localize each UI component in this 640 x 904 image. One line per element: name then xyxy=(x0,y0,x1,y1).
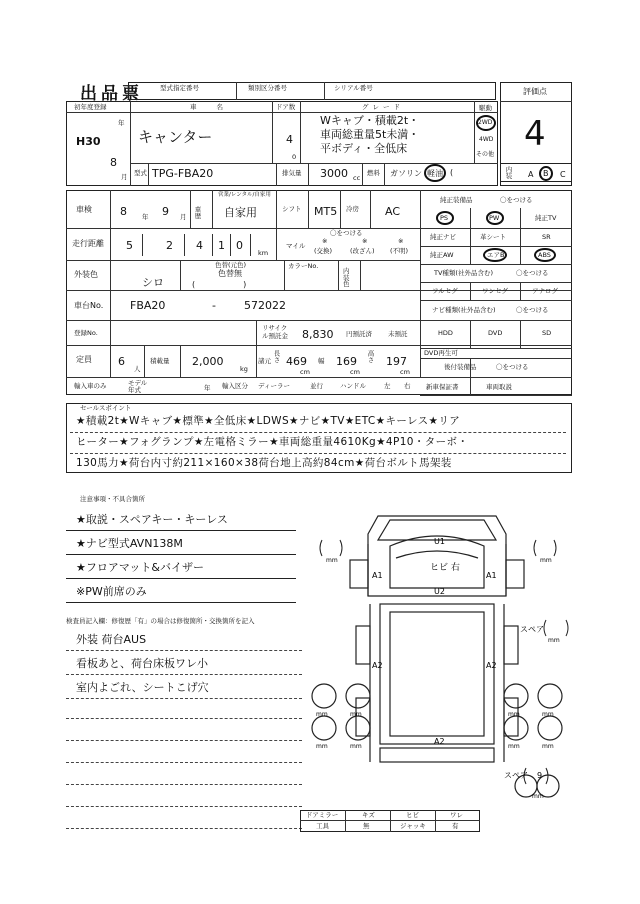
grade-line-2: 車両総重量5t未満・ xyxy=(320,128,420,141)
page-title: 出品票 xyxy=(80,84,143,104)
meter-tamper: (改ざん) xyxy=(350,247,375,255)
interior-color-label: 内装色 xyxy=(343,267,350,288)
spare-label: スペア xyxy=(520,625,544,634)
mileage-digit: 0 xyxy=(236,239,243,252)
legend-value: ジャッキ xyxy=(400,822,426,830)
accessories-hint: 〇をつける xyxy=(496,363,529,371)
mm-label: mm xyxy=(316,743,328,750)
import-label: 輸入車のみ xyxy=(74,382,107,390)
color-paren: ( ) xyxy=(192,280,247,289)
interior-b: B xyxy=(543,169,549,178)
width: 169 xyxy=(336,355,357,368)
new-car-warranty: 新車保証書 xyxy=(426,383,459,391)
drive-label: 駆動 xyxy=(479,104,492,112)
drive-4wd: 4WD xyxy=(479,136,494,143)
mm-label: mm xyxy=(540,557,552,564)
mileage-label: 走行距離 xyxy=(72,239,104,248)
sales-point-line: ★積載2t★Wキャブ★標準★全低床★LDWS★ナビ★TV★ETC★キーレス★リア xyxy=(76,415,461,427)
inspector-line: 室内よごれ、シートこげ穴 xyxy=(76,681,209,694)
truck-diagram xyxy=(300,500,580,800)
legend-header: ドアミラー xyxy=(306,811,339,819)
mileage-digits xyxy=(116,230,270,258)
length-unit: cm xyxy=(300,368,310,376)
meter-tamper-mark: ※ xyxy=(362,237,368,245)
equip-tv: 純正TV xyxy=(535,214,557,222)
color-changed: 色替無 xyxy=(218,269,242,278)
chassis-dash: - xyxy=(212,299,216,312)
class-label: 類別区分番号 xyxy=(248,84,287,92)
load-label: 積載量 xyxy=(150,357,170,365)
meter-unknown-mark: ※ xyxy=(398,237,404,245)
fuel-gasoline: ガソリン xyxy=(390,169,422,178)
equip-leather: 革シート xyxy=(480,233,506,241)
drive-2wd: 2WD xyxy=(478,119,493,126)
legend-header: キズ xyxy=(362,811,375,819)
accessories-label: 後付装備品 xyxy=(444,363,477,371)
equipment-hint: 〇をつける xyxy=(500,196,533,204)
capacity-label: 定員 xyxy=(76,355,92,364)
meter-swap: (交換) xyxy=(314,247,333,255)
navi-type-label: ナビ種類(社外品含む) xyxy=(432,306,496,314)
u2-label: U2 xyxy=(434,587,445,596)
recycle-not-deposited: 未預託 xyxy=(388,330,408,338)
sales-point-line: ヒーター★フォグランプ★左電格ミラー★車両総重量4610Kg★4P10・ターボ・ xyxy=(76,436,469,448)
inspection-year-unit: 年 xyxy=(142,213,149,221)
model-code: TPG-FBA20 xyxy=(152,167,214,180)
mm-label: mm xyxy=(508,743,520,750)
fuel-label: 燃料 xyxy=(367,169,380,177)
width-label: 幅 xyxy=(318,357,325,365)
mm-label: mm xyxy=(316,711,328,718)
displacement-unit: cc xyxy=(353,174,361,182)
import-dealer: ディーラー xyxy=(258,382,290,390)
shift-label: シフト xyxy=(282,205,302,213)
chassis-prefix: FBA20 xyxy=(130,299,166,312)
mile-label: マイル xyxy=(286,242,306,250)
note-line: ※PW前席のみ xyxy=(76,585,147,598)
inspector-line: 看板あと、荷台床板ワレ小 xyxy=(76,657,208,670)
meter-unknown: (不明) xyxy=(390,247,409,255)
height-label: 高さ xyxy=(366,350,375,363)
height: 197 xyxy=(386,355,407,368)
grade-line-3: 平ボディ・全低床 xyxy=(320,142,408,155)
legend-value: 工具 xyxy=(316,822,329,830)
handle-right: 右 xyxy=(404,382,411,390)
note-line: ★ナビ型式AVN138M xyxy=(76,537,183,550)
mm-label: mm xyxy=(350,711,362,718)
use-history: 自家用 xyxy=(224,206,257,219)
drive-other: その他 xyxy=(476,151,495,158)
tv-one-seg: ワンセグ xyxy=(482,287,508,295)
fuel-diesel: 軽油 xyxy=(427,169,443,178)
length: 469 xyxy=(286,355,307,368)
tv-full-seg: フルセグ xyxy=(432,287,458,295)
a2-right-label: A2 xyxy=(486,661,497,670)
handle-label: ハンドル xyxy=(340,382,366,390)
fuel-paren: ( xyxy=(450,168,454,177)
note-line: ★取説・スペアキー・キーレス xyxy=(76,513,228,526)
a2-bottom-label: A2 xyxy=(434,737,445,746)
month-unit: 月 xyxy=(121,173,128,181)
navi-dvd: DVD xyxy=(488,329,503,337)
equip-navi: 純正ナビ xyxy=(430,233,456,241)
import-class-label: 輸入区分 xyxy=(222,382,248,390)
meter-swap-mark: ※ xyxy=(322,237,328,245)
car-name: キャンター xyxy=(138,128,213,146)
sales-point-line: 130馬力★荷台内寸約211×160×38荷台地上高約84cm★荷台ボルト馬架装 xyxy=(76,457,452,469)
equip-ps: PS xyxy=(440,214,449,222)
first-reg-era: H30 xyxy=(76,135,101,148)
use-history-label: 車歴 xyxy=(193,206,202,219)
tv-analog: アナログ xyxy=(532,287,558,295)
mm-label: mm xyxy=(350,743,362,750)
spare-value: 9 xyxy=(537,771,543,780)
inspection-month-unit: 月 xyxy=(180,213,187,221)
navi-type-hint: 〇をつける xyxy=(516,306,549,314)
air-conditioning: AC xyxy=(385,205,401,218)
navi-hdd: HDD xyxy=(438,329,453,337)
a1-right-label: A1 xyxy=(486,571,497,580)
legend-value: 無 xyxy=(363,822,370,830)
color-code-label: カラーNo. xyxy=(288,262,319,270)
mileage-unit: km xyxy=(258,249,269,257)
exterior-color-label: 外装色 xyxy=(74,270,98,279)
navi-sd: SD xyxy=(542,329,552,337)
tv-type-hint: 〇をつける xyxy=(516,269,549,277)
grade-label: 評価点 xyxy=(523,87,547,96)
dvd-playable: DVD再生可 xyxy=(424,349,458,357)
spare-label-bottom: スペア xyxy=(504,771,528,780)
inspector-line: 外装 荷台AUS xyxy=(76,633,147,646)
interior-c: C xyxy=(560,170,566,179)
displacement: 3000 xyxy=(320,167,348,180)
equip-sr: SR xyxy=(542,233,551,241)
year-unit: 年 xyxy=(118,119,125,127)
interior-a: A xyxy=(528,170,534,179)
mileage-digit: 1 xyxy=(218,239,225,252)
height-unit: cm xyxy=(400,368,410,376)
orig-color-label: 色替(元色) xyxy=(215,261,247,269)
equip-aw: 純正AW xyxy=(430,251,454,259)
door-sub: 0 xyxy=(292,153,297,161)
chassis-number: 572022 xyxy=(244,299,286,312)
door-count: 4 xyxy=(286,133,293,146)
ac-label: 冷房 xyxy=(346,205,359,213)
equip-abs: ABS xyxy=(538,251,551,259)
a1-left-label: A1 xyxy=(372,571,383,580)
exterior-color: シロ xyxy=(142,276,164,289)
first-reg-label: 初年度登録 xyxy=(74,103,107,111)
inspection-label: 車検 xyxy=(76,205,92,214)
load-unit: kg xyxy=(240,365,248,373)
shift: MT5 xyxy=(314,205,338,218)
a2-left-label: A2 xyxy=(372,661,383,670)
chassis-label: 車台No. xyxy=(74,301,104,310)
recycle-unit: 円預託済 xyxy=(346,330,372,338)
capacity: 6 xyxy=(118,355,125,368)
interior-label: 内装 xyxy=(504,166,513,179)
handle-left: 左 xyxy=(384,382,391,390)
grade-value: 4 xyxy=(524,114,546,154)
model-year-label: モデル年式 xyxy=(128,379,148,395)
legend-header: ヒビ xyxy=(406,811,419,819)
doors-label: ドア数 xyxy=(276,103,296,111)
displacement-label: 排気量 xyxy=(282,169,302,177)
legend-value: 有 xyxy=(452,822,459,830)
model-cert-label: 型式指定番号 xyxy=(160,84,199,92)
recycle-label: リサイクル預託金 xyxy=(262,324,288,340)
inspection-year: 8 xyxy=(120,205,127,218)
meter-hint: 〇をつける xyxy=(330,229,363,237)
note-line: ★フロアマット&バイザー xyxy=(76,561,204,574)
sales-points-label: セールスポイント xyxy=(80,404,132,412)
length-label: 長さ xyxy=(272,350,281,363)
use-history-header: 営業/レンタル/自家用 xyxy=(218,192,271,198)
mileage-digit: 5 xyxy=(126,239,133,252)
load: 2,000 xyxy=(192,355,224,368)
mm-label: mm xyxy=(532,793,544,800)
mm-label: mm xyxy=(542,743,554,750)
owner-manual: 車両取説 xyxy=(486,383,512,391)
grade-line-1: Wキャブ・積載2t・ xyxy=(320,114,420,127)
width-unit: cm xyxy=(350,368,360,376)
mm-label: mm xyxy=(508,711,520,718)
model-label: 型式 xyxy=(134,169,147,177)
dims-label: 諸元 xyxy=(258,357,271,365)
recycle-amount: 8,830 xyxy=(302,328,334,341)
grade-col-label: グレード xyxy=(362,103,404,111)
capacity-unit: 人 xyxy=(134,365,141,373)
equipment-panel xyxy=(420,190,572,377)
mm-label: mm xyxy=(326,557,338,564)
model-year-unit: 年 xyxy=(204,384,211,392)
serial-label: シリアル番号 xyxy=(334,84,373,92)
inspection-month: 9 xyxy=(162,205,169,218)
inspector-label: 検査員記入欄：修復歴「有」の場合は修復箇所・交換箇所を記入 xyxy=(66,617,255,625)
mileage-digit: 4 xyxy=(196,239,203,252)
equipment-title: 純正装備品 xyxy=(440,196,473,204)
tv-type-label: TV種類(社外品含む) xyxy=(434,269,493,277)
windshield-note: ヒビ 右 xyxy=(430,563,460,573)
equip-pw: PW xyxy=(489,214,500,222)
notes-label: 注意事項・不具合箇所 xyxy=(80,495,145,503)
equip-airbag: エアB xyxy=(487,251,505,259)
legend-header: ワレ xyxy=(450,811,463,819)
registration-no-label: 登録No. xyxy=(74,329,98,337)
import-parallel: 並行 xyxy=(310,382,323,390)
mm-label: mm xyxy=(542,711,554,718)
first-reg-month: 8 xyxy=(110,156,117,169)
car-name-label: 車名 xyxy=(190,103,243,111)
mileage-digit: 2 xyxy=(166,239,173,252)
u1-label: U1 xyxy=(434,537,445,546)
mm-label: mm xyxy=(548,637,560,644)
